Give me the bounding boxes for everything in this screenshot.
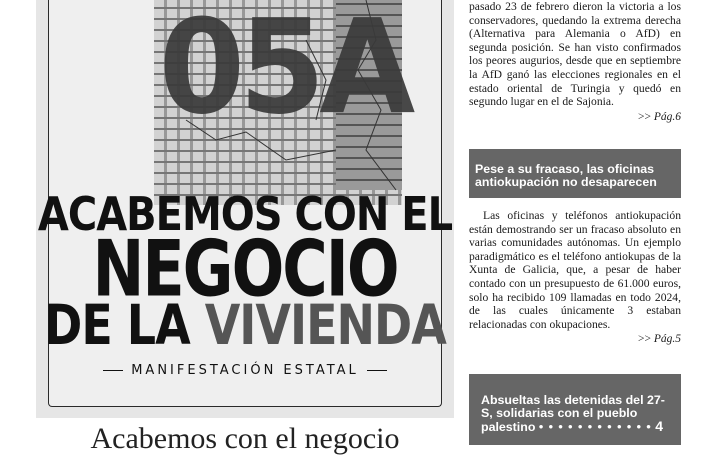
box2-title: Absueltas las detenidas del 27-S, solidarias con el pueblo palestino <box>481 393 665 434</box>
article-top-text: pasado 23 de febrero dieron la victoria a los conservadores, quedando la extrema derecha (Alternativa para Alemania o AfD) en segunda posición. Se han visto confirmados los peores augurios, desde que en septiembre la AfD ganó las elecciones regionales en el estado oriental de Turingia y quedó en segundo lugar en el de Sajonia. <box>469 0 681 109</box>
poster-wall-text: 05A <box>158 0 410 144</box>
poster-headline-line3-a: DE LA <box>44 292 205 358</box>
poster-headline-line1: ACABEMOS CON EL <box>37 188 453 242</box>
article-top <box>469 0 681 123</box>
article-mid-ref[interactable] <box>469 333 681 345</box>
article-mid <box>469 209 681 345</box>
article-mid-ref-page: Pág.5 <box>653 333 681 346</box>
headline-box-antiokupacion[interactable] <box>469 149 681 198</box>
poster-headline-line3 <box>36 293 454 358</box>
poster-image <box>36 0 454 418</box>
box1-title: Pese a su fracaso, las oficinas antiokupación no desaparecen <box>475 162 657 189</box>
article-mid-ref-arrow: >> <box>637 333 651 346</box>
box2-page: 4 <box>655 418 664 434</box>
poster-headline-line3-b: VIVIENDA <box>204 292 446 358</box>
poster-caption: Acabemos con el negocio <box>90 422 400 455</box>
article-top-ref-arrow: >> <box>637 110 651 123</box>
article-top-ref-page: Pág.6 <box>653 110 681 123</box>
poster-headline-line2: NEGOCIO <box>92 222 398 315</box>
headline-box-absueltas[interactable] <box>469 374 681 445</box>
article-top-ref[interactable] <box>469 111 681 123</box>
article-mid-text: Las oficinas y teléfonos antiokupación están demostrando ser un fracaso absoluto en varias comunidades autónomas. Un ejemplo paradigmático es el teléfono antiokupas de la Xunta de Galicia, que, a pesar de haber contado con un presupuesto de 61.000 euros, solo ha recibido 109 llamadas en todo 2024, de las cuales únicamente 3 estaban relacionadas con okupaciones. <box>469 209 681 331</box>
box2-dots: • • • • • • • • • • • • <box>538 420 652 434</box>
poster-subline: MANIFESTACIÓN ESTATAL <box>36 363 454 378</box>
